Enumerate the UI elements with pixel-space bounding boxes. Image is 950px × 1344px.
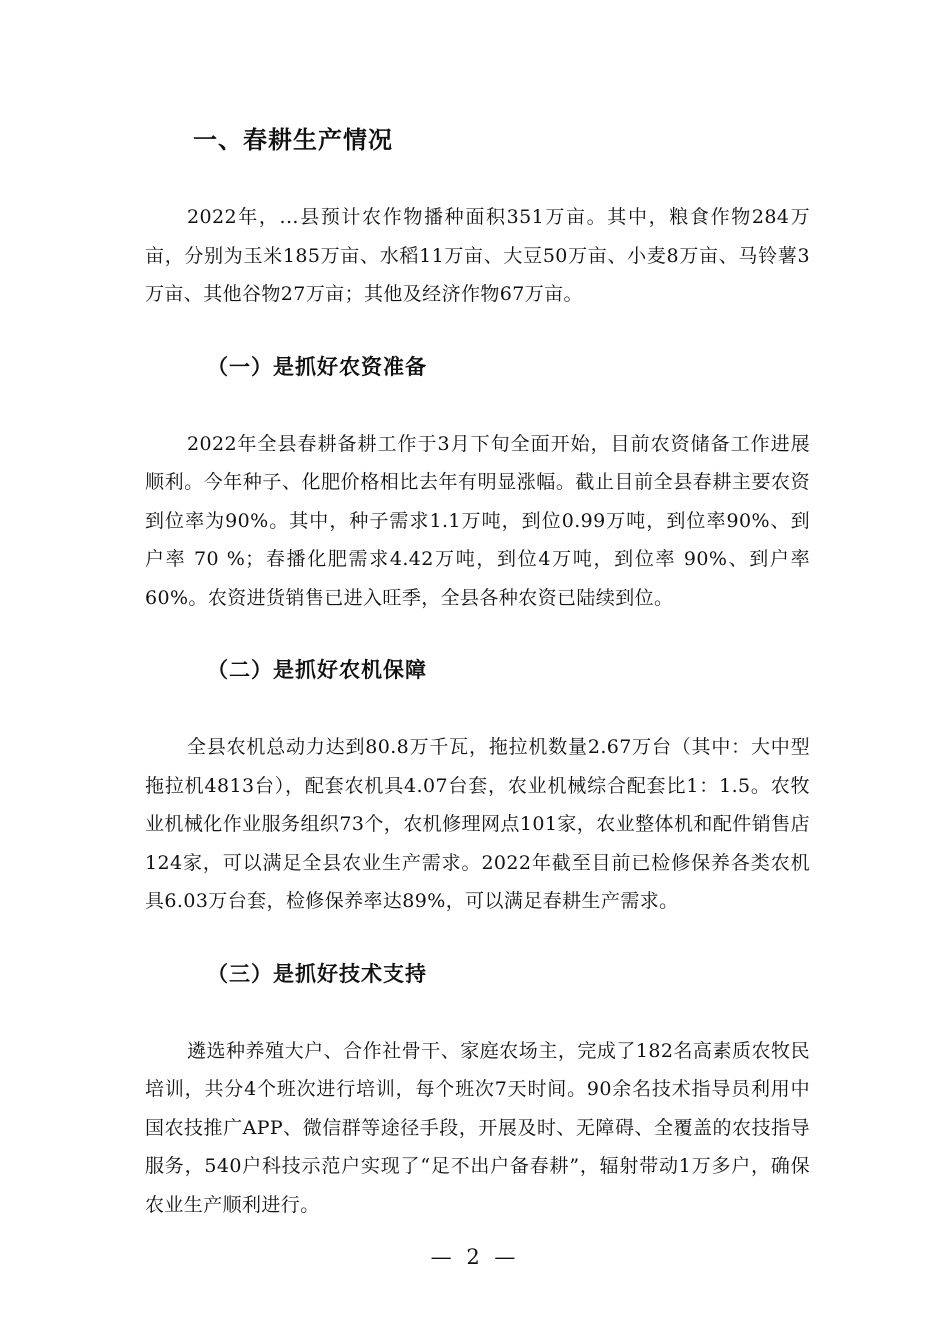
subsection-heading-3: （三）是抓好技术支持 [207,961,427,986]
subsection-heading-1: （一）是抓好农资准备 [207,354,427,379]
spacer [145,921,810,952]
spacer [145,314,810,345]
section-title: 一、春耕生产情况 [193,126,393,154]
subsection-paragraph-1: 2022年全县春耕备耕工作于3月下旬全面开始，目前农资储备工作进展顺利。今年种子、化肥价格相比去年有明显涨幅。截止目前全县春耕主要农资到位率为90%。其中，种子需求1.1万吨，到位0.99万吨，到位率90%、到户率 70 %；春播化肥需求4.42万吨，到位4万吨，到位率 90%、到户率60%。农资进货销售已进入旺季，全县各种农资已陆续到位。 [145,432,810,609]
spacer [145,617,810,648]
intro-paragraph: 2022年，...县预计农作物播种面积351万亩。其中，粮食作物284万亩，分别为玉米185万亩、水稻11万亩、大豆50万亩、小麦8万亩、马铃薯3万亩、其他谷物27万亩；其他及经济作物67万亩。 [145,206,810,305]
page-number: — 2 — [430,1245,520,1269]
spacer [145,996,810,1032]
subsection-heading-2: （二）是抓好农机保障 [207,658,427,682]
spacer [145,162,810,198]
subsection-paragraph-3: 遴选种养殖大户、合作社骨干、家庭农场主，完成了182名高素质农牧民培训，共分4个班次进行培训，每个班次7天时间。90余名技术指导员利用中国农技推广APP、微信群等途径手段，开展及时、无障碍、全覆盖的农技指导服务，540户科技示范户实现了“足不出户备春耕”，辐射带动1万多户，确保农业生产顺利进行。 [145,1039,810,1216]
spacer [145,389,810,425]
spacer [145,692,810,728]
subsection-paragraph-2: 全县农机总动力达到80.8万千瓦，拖拉机数量2.67万台（其中：大中型拖拉机4813台），配套农机具4.07台套，农业机械综合配套比1：1.5。农牧业机械化作业服务组织73个，农机修理网点101家，农业整体机和配件销售店124家，可以满足全县农业生产需求。2022年截至目前已检修保养各类农机具6.03万台套，检修保养率达89%，可以满足春耕生产需求。 [145,736,810,912]
document-body [145,118,810,1224]
